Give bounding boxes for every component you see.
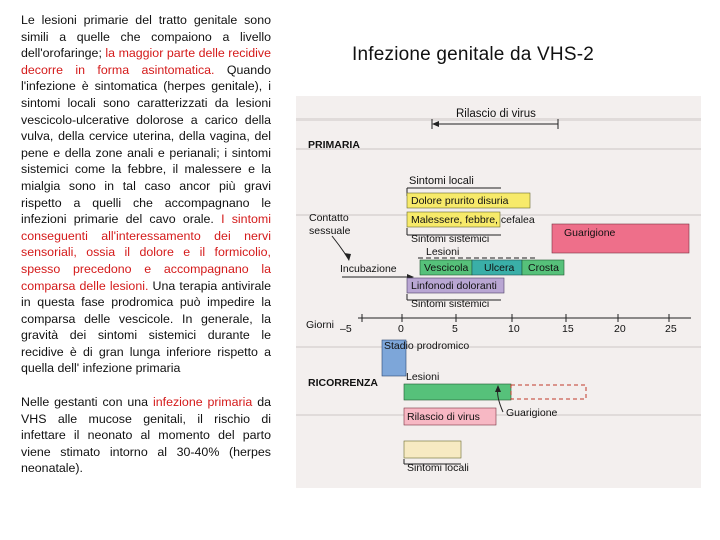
painful-lymph-label: Linfonodi doloranti [411,280,497,292]
body-text: Le lesioni primarie del tratto genitale sono simili a quelle che compaiono a livello dell'orofaringe; [21,13,271,61]
slide-body-text [21,12,271,477]
axis-tick-label: 20 [614,323,626,335]
pain-itch-dysuria-label: Dolore prurito disuria [411,195,509,207]
body-text: Una terapia antivirale in questa fase prodromica può impedire la comparsa delle vescicole. In generale, la gravità dei sintomi sistemici durante le recidive è di gran lunga inferiore rispetto a quella dell' infezione primaria [21,278,271,376]
sexual-contact-label: Contatto sessuale [309,212,351,237]
hsv2-timeline-diagram [296,96,701,488]
highlighted-text: infezione primaria [153,395,253,410]
slide-title: Infezione genitale da VHS-2 [352,44,595,65]
axis-tick-label: 15 [562,323,574,335]
healing-label: Guarigione [564,227,616,239]
rec-lesions-label: Lesioni [406,371,440,383]
highlighted-text: la maggior parte delle recidive decorre in forma asintomatica. [21,46,271,77]
axis-tick-label: 5 [452,323,458,335]
axis-tick-label: 10 [508,323,520,335]
section-primary-label: PRIMARIA [308,139,360,151]
body-text: da VHS alle mucose genitali, il rischio di infettare il neonato al momento del parto viene stimato intorno al 30-40% (herpes neonatale). [21,395,271,476]
ulcer-label: Ulcera [484,262,515,274]
virus-shedding-label: Rilascio di virus [456,108,536,120]
local-symptoms-label: Sintomi locali [409,175,474,187]
body-text: Nelle gestanti con una [21,395,153,410]
axis-tick-label: 0 [398,323,404,335]
rec-local-symptoms-label: Sintomi locali [407,462,469,474]
rec-virus-shedding-label: Rilascio di virus [407,411,480,423]
systemic-symptoms-2-label: Sintomi sistemici [411,298,490,310]
lesions-label: Lesioni [426,246,460,258]
vesicle-label: Vescicola [424,262,469,274]
axis-tick-label: –5 [340,323,352,335]
rec-healing-label: Guarigione [506,407,558,419]
rec-local-symptoms-bar [404,441,461,458]
paragraph-pregnancy [21,394,271,477]
section-recurrence-label: RICORRENZA [308,377,378,389]
crust-label: Crosta [528,262,559,274]
highlighted-text: I sintomi conseguenti all'interessamento dei nervi sensoriali, ossia il dolore e il formicolio, spesso precedono e accompagnano la comparsa delle lesioni. [21,212,271,293]
systemic-symptoms-label: Sintomi sistemici [411,233,490,245]
prodromal-label: Stadio prodromico [384,340,470,352]
body-text: Quando l'infezione è sintomatica (herpes genitale), i sintomi locali sono caratterizzati da lesioni vescicolo-ulcerative dolorose a carico della vulva, della cervice uterina, della vagina, del pene e della zone anali e perianali; i sintomi sistemici come la febbre, il malessere e la mialgia sono in tal caso ancor più gravi rispetto a quelli che accompagnano le infezioni primarie del cavo orale. [21,62,271,227]
malaise-fever-label: Malessere, febbre, cefalea [411,214,535,226]
paragraph-recurrence [21,12,271,377]
axis-tick-label: 25 [665,323,677,335]
days-axis-label: Giorni [306,319,335,331]
rec-lesions-bar [404,384,511,400]
incubation-label: Incubazione [340,263,397,275]
